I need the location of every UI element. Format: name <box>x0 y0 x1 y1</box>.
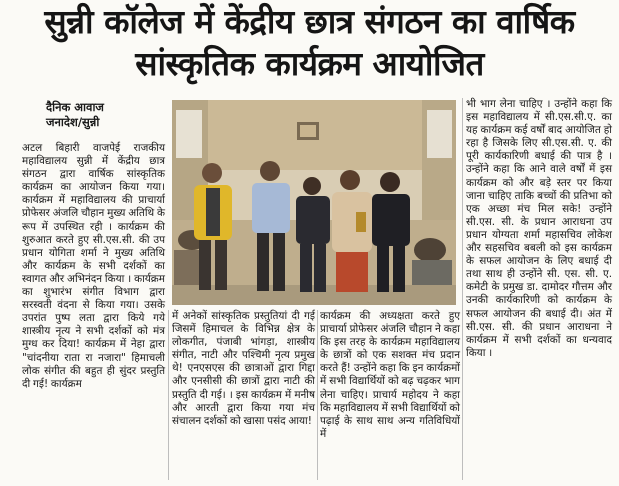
column-rule-2 <box>317 310 318 480</box>
event-photo <box>172 100 456 305</box>
headline-line-2: सांस्कृतिक कार्यक्रम आयोजित <box>135 44 484 83</box>
article-column-4: भी भाग लेना चाहिए । उन्होंने कहा कि इस महाविद्यालय में सी.एस.सी.ए. का यह कार्यक्रम कई वर्षों बाद आयोजित हो रहा है जिसके लिए सी.एस.सी. ए. की पूरी कार्यकारिणी बधाई की पात्र है । उन्होंने कहा कि आने वाले वर्षों में इस कार्यक्रम को और बड़े स्तर पर किया जाना चाहिए ताकि बच्चों की प्रतिभा को एक अच्छा मंच मिल सके! उन्होंने सी.एस. सी. के प्रधान आराधना उप प्रधान योग्यता शर्मा महासचिव लोकेश और सहसचिव बबली को इस कार्यक्रम के सफल आयोजन के लिए बधाई दी तथा साथ ही उन्होंने सी. एस. सी. ए. कमेटी के प्रमुख डा. दामोदर गौत्तम और उनकी कार्यकारिणी को कार्यक्रम के सफल आयोजन की बधाई दी। अंत में सी.एस. सी. की प्रधान आराधना ने कार्यक्रम में सभी दर्शकों का धन्यवाद किया । <box>466 98 612 359</box>
byline-location: जनादेश/सुन्नी <box>46 115 100 129</box>
article-column-2: में अनेकों सांस्कृतिक प्रस्तुतियां दी गई जिसमें हिमाचल के विभिन्न क्षेत्र के लोकगीत, पंजाबी भांगड़ा, शास्त्रीय संगीत, नाटी और पश्चिमी नृत्य प्रमुख थे! एनएसएस की छात्राओं द्वारा गिद्दा और एनसीसी की छात्रों द्वारा नाटी की प्रस्तुति दी गई। । इस कार्यक्रम में मनीष और आरती द्वारा किया गया मंच संचालन दर्शकों को खासा पसंद आया! <box>172 310 315 427</box>
column-rule-1 <box>168 310 169 480</box>
byline-source: दैनिक आवाज <box>46 100 104 114</box>
article-column-1: अटल बिहारी वाजपेई राजकीय महाविद्यालय सुन्नी में केंद्रीय छात्र संगठन द्वारा वार्षिक सांस्कृतिक कार्यक्रम का आयोजन किया गया। कार्यक्रम में महाविद्यालय की प्राचार्या प्रोफेसर अंजलि चौहान मुख्य अतिथि के रूप में उपस्थित रही । कार्यक्रम की शुरुआत करते हुए सी.एस.सी. की उप प्रधान योगिता शर्मा ने मुख्य अतिथि और कार्यक्रम के सभी दर्शकों का स्वागत और अभिनंदन किया । कार्यक्रम का शुभारंभ संगीत विभाग द्वारा सरस्वती वंदना से किया गया। उसके उपरांत पुष्प लता द्वारा किये गये शास्त्रीय नृत्य ने सभी दर्शकों को मंत्र मुग्ध कर दिया! कार्यक्रम में नेहा द्वारा "चांदनीया राता रा नजारा" हिमाचली लोक संगीत की बहुत ही सुंदर प्रस्तुति दी गई! कार्यक्रम <box>22 142 165 390</box>
headline-line-1: सुन्नी कॉलेज में केंद्रीय छात्र संगठन का वार्षिक <box>44 2 575 41</box>
column-rule-3 <box>462 98 463 480</box>
article-column-3: कार्यक्रम की अध्यक्षता करते हुए प्राचार्या प्रोफेसर अंजलि चौहान ने कहा कि इस तरह के कार्यक्रम महाविद्यालय के छात्रों को एक सशक्त मंच प्रदान करते हैं! उन्होंने कहा कि इन कार्यक्रमों में सभी विद्यार्थियों को बढ़ चढ़कर भाग लेना चाहिए। प्राचार्य महोदय ने कहा कि महाविद्यालय में सभी विद्यार्थियों को पढ़ाई के साथ साथ अन्य गतिविधियों में <box>320 310 460 440</box>
byline <box>46 100 104 130</box>
event-photo-image <box>172 100 456 305</box>
headline <box>0 2 619 84</box>
